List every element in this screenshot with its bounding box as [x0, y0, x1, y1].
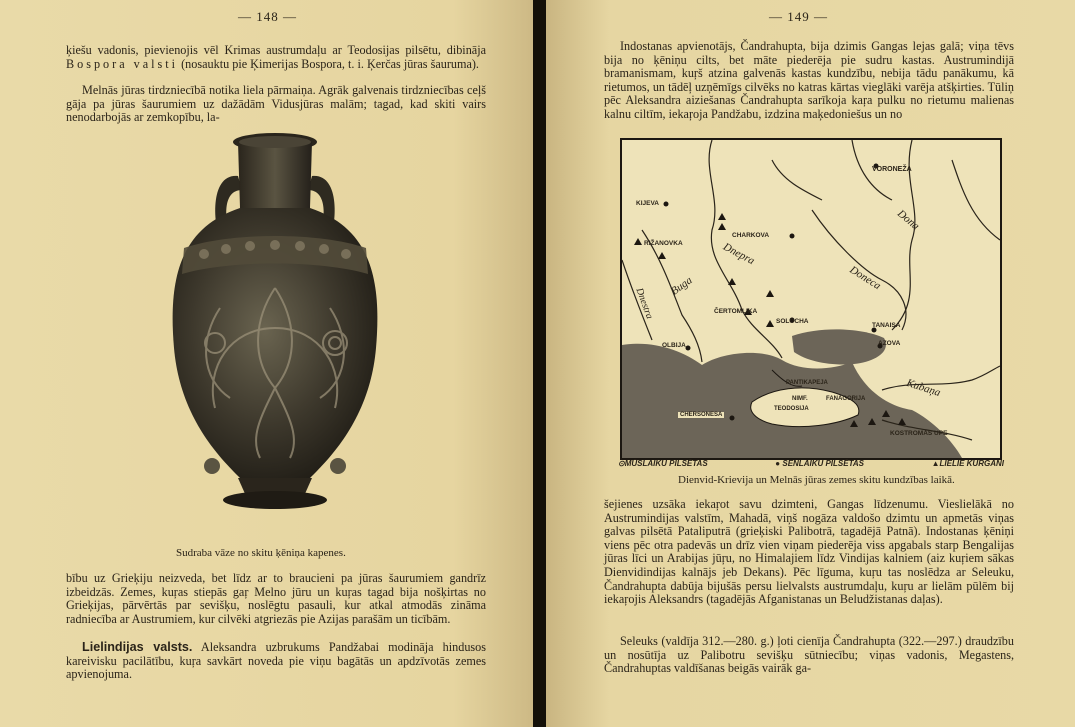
map-label-kubana: Kubaņa	[904, 376, 942, 400]
silver-vase-image	[160, 128, 390, 543]
map-label-pantikapeja: PANTIKAPEJA	[786, 380, 828, 386]
map-label-buga: Buga	[668, 274, 695, 298]
map-label-olbija: OLBIJA	[662, 342, 686, 349]
right-paragraph-1: Indostanas apvienotājs, Čandrahupta, bija dzimis Gangas lejas galā; viņa tēvs bija no ķēniņu cilts, bet māte piederēja pie sudru kastas. Austrumindijā bramanismam, kuŗš atzina galvenās kastas kundzību, nebija tādu panākumu, kā rietumos, un tādēļ uzņēmīgs cilvēks no katras kārtas vieglāki varēja atšķirties. Tūliņ pēc Aleksandra aiziešanas Čandrahupta sarīkoja kaŗa pulku no rietumu malienas kalnu ciltīm, iekaŗoja Pandžabu, izdzina maķedoniešus un no	[604, 39, 1014, 121]
right-paragraph-2: šejienes uzsāka iekaŗot savu dzimteni, Gangas līdzenumu. Vieslielākā no Austrumindijas valstīm, Mahadā, viņš nogāza valdošo dzimtu un apmetās viņas galvas pilsētā Pataliputrā (grieķiski Palibotrā, tagadējā Patnā). Indostanas ķēniņi viens pēc otra padevās un drīz vien viņam piederēja viss apgabals starp Bengalijas jūras līci un Arabijas jūŗu, no Himalajiem līdz Vindijas kalniem (aiz kuŗiem sākas Dienvidindijas kalnājs jeb Dekans). Pēc līguma, kuŗu tas noslēdza ar Seleuku, Čandrahupta dabūja bijušās persu lielvalsts austrumdaļu, kuŗu ar lielām pūlēm bij iekaŗojis Aleksandrs (tagadējās Afganistanas un Beludžistanas daļas).	[604, 497, 1014, 607]
legend-modern-cities: ⊙MŪSLAIKU PILSĒTAS	[618, 459, 708, 468]
map-label-kostromas: KOSTROMAS UPE	[890, 430, 948, 437]
map-legend	[618, 459, 1004, 468]
map-drawing	[622, 140, 1000, 458]
vase-caption: Sudraba vāze no skitu ķēniņa kapenes.	[176, 547, 346, 559]
legend-ancient-cities: ● SENLAIKU PILSĒTAS	[775, 459, 864, 468]
left-paragraph-3: bību uz Grieķiju neizveda, bet līdz ar to braucieni pa jūras šaurumiem gandrīz izbeidzās. Zemes, kuŗas stiepās gaŗ Melno jūru un kuŗas tagad bija nošķirtas no Grieķijas, pārvērtās par sevišķu, noslēgtu pasauli, kur atkal atmodās zināma radniecība ar Austrumiem, kur cilvēki atgriezās pie Azijas parašām un ticībām.	[66, 571, 486, 626]
right-paragraph-3: Seleuks (valdīja 312.—280. g.) ļoti cienīja Čandrahupta (322.—297.) draudzību un nosūtīja uz Palibotru sevišķu sūtniecību; viņas vadonis, Megastens, Čandrahuptas valdīšanas beigās vairāk ga-	[604, 634, 1014, 676]
map-label-voroneza: VORONEŽA	[872, 166, 912, 173]
section-heading-lielindija: Lielindijas valsts.	[82, 640, 193, 654]
map-label-chersonesa: CHERSONESA	[680, 412, 723, 418]
map-label-azova: AZOVA	[878, 340, 901, 347]
map-caption: Dienvid-Krievija un Melnās jūras zemes skitu kundzības laikā.	[678, 474, 955, 486]
map-label-solocha: SOLOCHA	[776, 318, 809, 325]
map-label-nimfaja: NIMF.	[792, 396, 808, 402]
map-label-tanaisa: TANAISA	[872, 322, 901, 329]
map-label-charkova: CHARKOVA	[732, 232, 770, 239]
left-paragraph-2: Melnās jūras tirdzniecībā notika liela pārmaiņa. Agrāk galvenais tirdzniecības ceļš gāja pa jūras šaurumiem uz dažādām Vidusjūras malām; tagad, kad skiti vairs nenodarbojās ar zemkopību, la-	[66, 83, 486, 125]
book-gutter	[533, 0, 546, 727]
river-kubana	[882, 366, 1000, 390]
vase-neck	[238, 142, 312, 208]
vase-foot	[223, 491, 327, 509]
map-label-dnestra: Dnestra	[633, 286, 655, 321]
left-paragraph-4: Lielindijas valsts. Aleksandra uzbrukums Pandžabai modināja hindusos kareivisku pacilātību, kuŗa savkārt noveda pie viņu bagātās un apdzīvotās zemes apvienojuma.	[66, 640, 487, 682]
map-label-rizanovka: RIŽANOVKA	[644, 240, 683, 247]
map-label-teodosija: TEODOSIJA	[774, 406, 809, 412]
map-label-dona: Dona	[895, 207, 922, 233]
map-label-fanagorija: FANAGORIJA	[826, 396, 866, 402]
azov-sea	[792, 329, 886, 364]
right-page	[546, 0, 1075, 727]
bospora-valsti: Bospora valsti	[66, 56, 179, 71]
map-label-kijeva: KIJEVA	[636, 200, 659, 207]
map-label-doneca: Doneca	[847, 263, 883, 293]
map-label-dnepra: Dnepra	[721, 240, 757, 268]
legend-kurgans: ▲LIELIE KURGANI	[931, 459, 1004, 468]
page-number-left: — 148 —	[238, 9, 297, 24]
map-south-russia	[620, 138, 1002, 460]
left-page	[0, 0, 533, 727]
page-number-right: — 149 —	[769, 9, 828, 24]
left-paragraph-1: ķiešu vadonis, pievienojis vēl Krimas austrumdaļu ar Teodosijas pilsētu, dibināja Bospora valsti (nosauktu pie Ķimerijas Bospora, t. i. Ķerčas jūras šauruma).	[66, 43, 486, 71]
map-label-certomlika: ČERTOMLIKA	[714, 308, 758, 315]
